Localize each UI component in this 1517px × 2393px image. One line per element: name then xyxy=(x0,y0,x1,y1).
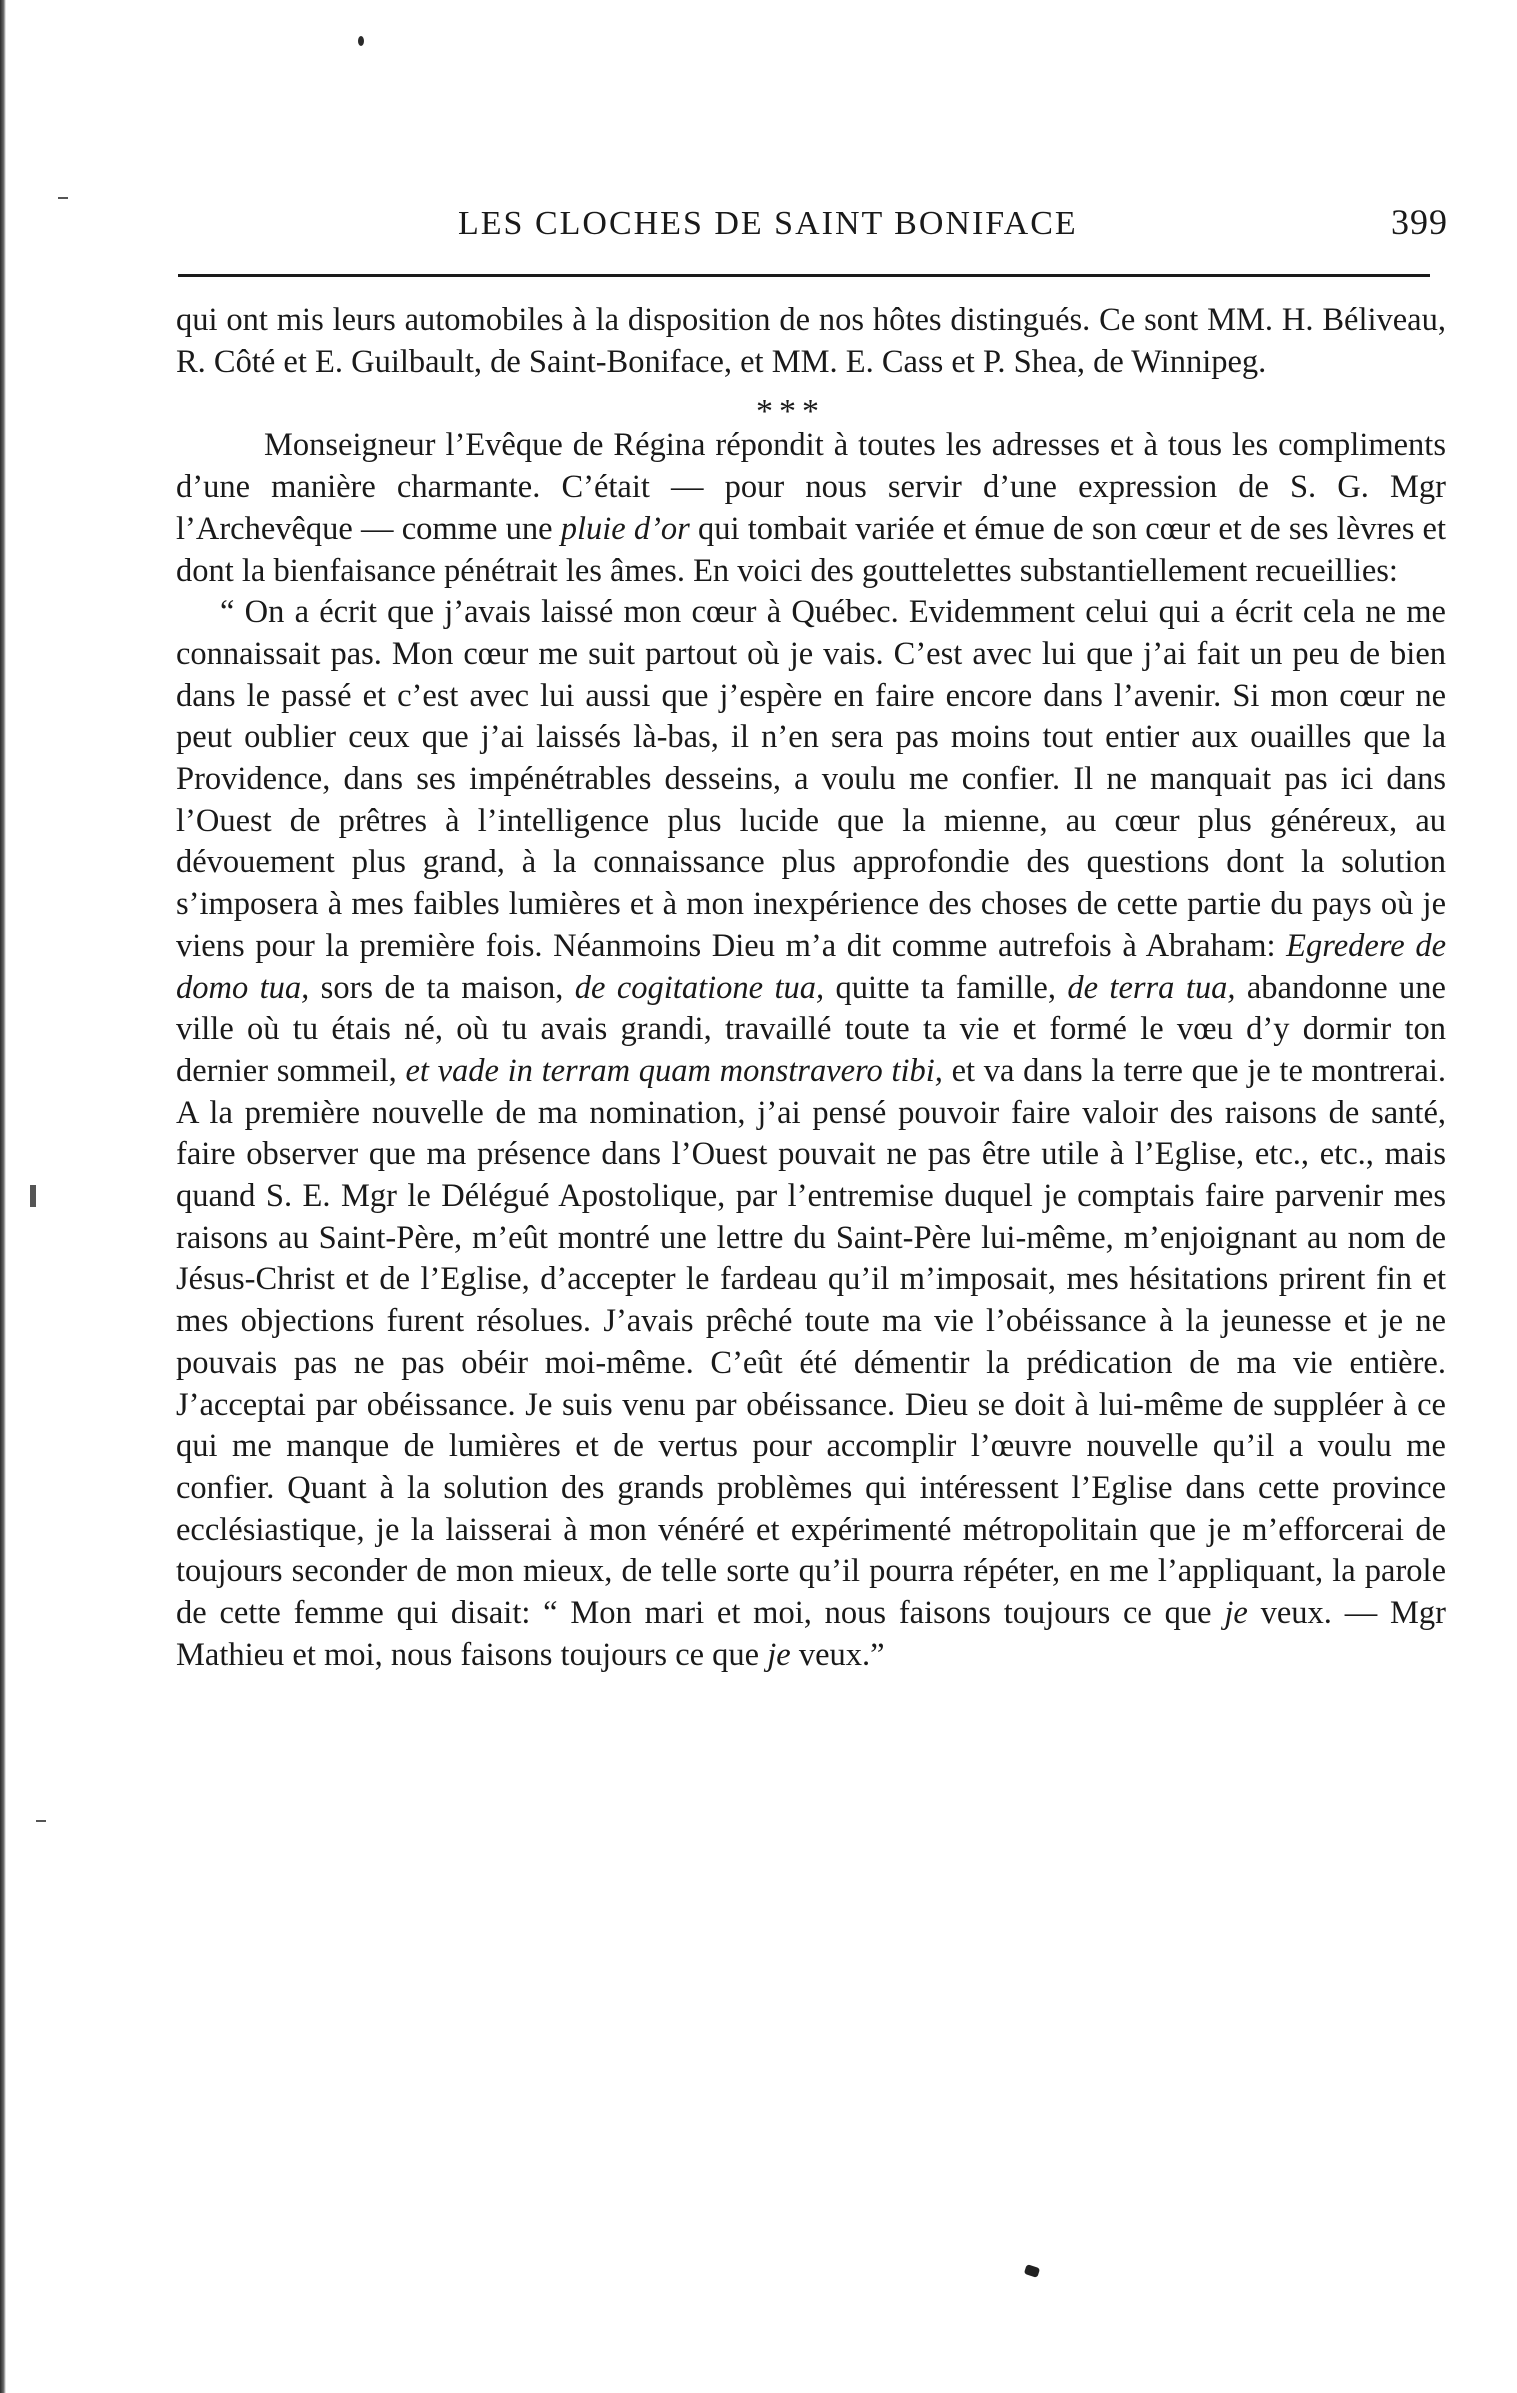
paragraph-response xyxy=(176,425,1446,592)
ink-speck xyxy=(358,36,364,46)
page-body xyxy=(176,300,1446,1677)
quotation-text: veux. — Mgr Mathieu et moi, nous faisons toujours ce que xyxy=(176,1595,1446,1673)
latin-phrase: de cogitatione tua, xyxy=(574,969,825,1006)
running-title: LES CLOCHES DE SAINT BONIFACE xyxy=(458,205,1078,242)
latin-phrase: Egredere de domo tua, xyxy=(176,927,1446,1006)
quotation-text: abandonne une ville où tu étais né, où tu avais grandi, travaillé toute ta vie et formé le vœu d’y dormir ton dernier sommeil, xyxy=(176,969,1446,1089)
quotation-text: quitte ta famille, xyxy=(824,969,1068,1006)
italic-word: je xyxy=(767,1636,791,1673)
latin-phrase: de terra tua, xyxy=(1067,969,1236,1006)
quotation-text: veux.” xyxy=(790,1636,885,1673)
margin-mark xyxy=(58,197,68,199)
ink-blot xyxy=(1024,2264,1040,2278)
latin-phrase: et vade in terram quam monstravero tibi, xyxy=(405,1052,943,1089)
asterism: *** xyxy=(756,393,825,431)
running-head xyxy=(178,202,1448,253)
page-number: 399 xyxy=(1391,202,1448,242)
italic-phrase: pluie d’or xyxy=(560,510,690,547)
paragraph-text: Monseigneur l’Evêque de Régina répondit à toutes les adresses et à tous les compliments d’une manière charmante. C’était — pour nous servir d’une expression de S. G. Mgr l’Archevêque — comme une xyxy=(176,427,1446,547)
italic-word: je xyxy=(1224,1595,1248,1632)
header-rule xyxy=(178,274,1430,277)
paragraph-continuation: qui ont mis leurs automobiles à la disposition de nos hôtes distingués. Ce sont MM. H. Béliveau, R. Côté et E. Guilbault, de Saint-Boniface, et MM. E. Cass et P. Shea, de Winnipeg. xyxy=(176,302,1446,380)
paragraph-text: qui tombait variée et émue de son cœur et de ses lèvres et dont la bienfaisance pénétrait les âmes. En voici des gouttelettes substantiellement recueillies: xyxy=(176,510,1447,589)
quotation-text: et va dans la terre que je te montrerai. A la première nouvelle de ma nomination, j’ai pensé pouvoir faire valoir des raisons de santé, faire observer que ma présence dans l’Ouest pouvait ne pas être utile à l’Eglise, etc., etc., mais quand S. E. Mgr le Délégué Apostolique, par l’entremise duquel je comptais faire parvenir mes raisons au Saint-Père, m’eût montré une lettre du Saint-Père lui-même, m’enjoignant au nom de Jésus-Christ et de l’Eglise, d’accepter le fardeau qu’il m’imposait, mes hésitations prirent fin et mes objections furent résolues. J’avais prêché toute ma vie l’obéissance à la jeunesse et je ne pouvais pas ne pas obéir moi-même. C’eût été démentir la prédication de ma vie entière. J’acceptai par obéissance. Je suis venu par obéissance. Dieu se doit à lui-même de suppléer à ce qui me manque de lumières et de vertus pour accomplir l’œuvre nouvelle qu’il a voulu me confier. Quant à la solution des grands problèmes qui intéressent l’Eglise dans cette province ecclésiastique, je la laisserai à mon vénéré et expérimenté métropolitain que je m’efforcerai de toujours seconder de mon mieux, de telle sorte qu’il pourra répéter, en me l’appliquant, la parole de cette femme qui disait: “ Mon mari et moi, nous faisons toujours ce que xyxy=(176,1052,1447,1632)
margin-mark xyxy=(36,1820,46,1822)
quotation-text: sors de ta maison, xyxy=(309,969,575,1006)
margin-mark xyxy=(30,1185,36,1207)
paragraph-quotation xyxy=(176,592,1446,1676)
quotation-text: “ On a écrit que j’avais laissé mon cœur à Québec. Evidemment celui qui a écrit cela ne me connaissait pas. Mon cœur me suit partout où je vais. C’est avec lui que j’ai fait un peu de bien dans le passé et c’est avec lui aussi que j’espère en faire encore dans l’avenir. Si mon cœur ne peut oublier ceux que j’ai laissés là-bas, il n’en sera pas moins tout entier aux ouailles que la Providence, dans ses impénétrables desseins, a voulu me confier. Il ne manquait pas ici dans l’Ouest de prêtres à l’intelligence plus lucide que la mienne, au cœur plus généreux, au dévouement plus grand, à la connaissance plus approfondie des questions dont la solution s’imposera à mes faibles lumières et à mon inexpérience des choses de cette partie du pays où je viens pour la première fois. Néanmoins Dieu m’a dit comme autrefois à Abraham: xyxy=(176,594,1446,964)
page-binding-edge xyxy=(0,0,6,2393)
asterism-divider xyxy=(176,383,1446,431)
